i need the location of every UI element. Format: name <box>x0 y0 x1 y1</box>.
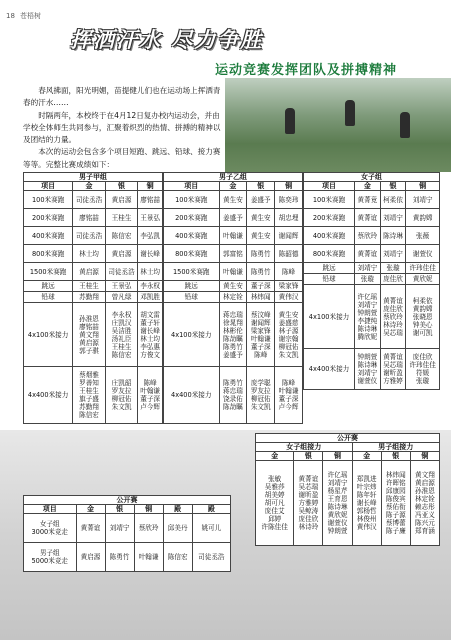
table-row <box>24 245 163 263</box>
result-cell: 许玮佳佳 <box>406 263 440 274</box>
table-title: 公开赛 <box>24 496 231 505</box>
event-cell: 女子组 3000米竞走 <box>24 514 77 543</box>
table-row <box>304 274 440 285</box>
event-cell: 800米赛跑 <box>164 245 220 263</box>
event-cell: 男子组 5000米竞走 <box>24 543 77 572</box>
result-cell: 陈奕玮 <box>275 191 303 209</box>
result-cell: 庞佳欣 许玮佳佳 符媛 张璇 <box>406 349 440 390</box>
event-cell: 100米赛跑 <box>24 191 73 209</box>
result-cell: 陈信宏 <box>105 227 138 245</box>
page-number: 18 <box>6 12 15 20</box>
result-cell: 李永权 <box>138 281 163 292</box>
column-header: 金 <box>76 505 105 514</box>
result-cell: 黄菁谊 吴芯瑞 谢昕盈 方雅婷 <box>380 349 406 390</box>
result-cell: 陈勇竹 <box>247 263 275 281</box>
column-header: 殿 <box>163 505 192 514</box>
result-cell: 姚可儿 <box>192 514 230 543</box>
table-row <box>164 209 303 227</box>
intro-paragraph: 本次的运动会包含多个项目短跑、跳远、铅球、接力赛等等。完整比赛成绩如下： <box>23 147 221 169</box>
event-cell: 800米赛跑 <box>24 245 73 263</box>
result-cell: 陈勇竹 <box>105 543 134 572</box>
result-cell: 黄菁谊 <box>355 245 381 263</box>
event-cell: 4x400米接力 <box>164 367 220 424</box>
result-cell: 邱美丹 <box>163 514 192 543</box>
column-header: 项目 <box>304 182 355 191</box>
table-row <box>164 263 303 281</box>
event-cell: 200米赛跑 <box>164 209 220 227</box>
table-row <box>164 245 303 263</box>
relay-open-table <box>255 433 440 546</box>
result-cell: 黄启源 <box>105 191 138 209</box>
result-cell: 张璇 <box>355 274 381 285</box>
result-cell: 柯柔依 <box>380 191 406 209</box>
event-cell: 400米赛跑 <box>24 227 73 245</box>
table-row <box>24 209 163 227</box>
group-header: 男子组接力 <box>352 443 439 452</box>
result-cell: 王景弘 <box>105 281 138 292</box>
result-cell: 林士均 <box>73 245 106 263</box>
table-row <box>164 191 303 209</box>
result-cell: 陈韶德 <box>275 245 303 263</box>
table-row <box>24 263 163 281</box>
result-cell: 黄启源 <box>76 543 105 572</box>
event-cell: 4x100米接力 <box>304 285 355 349</box>
result-cell: 黄生安 <box>219 281 247 292</box>
result-cell: 黄伟汉 <box>275 292 303 303</box>
column-header: 银 <box>380 182 406 191</box>
table-title: 男子乙组 <box>164 173 303 182</box>
result-cell: 曾凡绿 <box>105 292 138 303</box>
result-cell: 谢闻辉 <box>275 227 303 245</box>
result-cell: 叶翰谦 <box>134 543 163 572</box>
table-row <box>304 191 440 209</box>
table-row <box>304 263 440 274</box>
result-cell: 蒋忠瑞 徐晁翔 林彬伦 陈劼瞩 陈勇竹 姜盛予 <box>219 303 247 367</box>
event-cell: 4x400米接力 <box>304 349 355 390</box>
table-row <box>304 245 440 263</box>
result-cell: 李永权 庄凯汉 吴洁胜 汤礼臣 王桂生 陈信宏 <box>105 303 138 367</box>
column-header: 铜 <box>134 505 163 514</box>
result-cell: 刘靖宁 <box>380 245 406 263</box>
column-header: 项目 <box>164 182 220 191</box>
table-row <box>304 349 440 390</box>
result-cell: 刘靖宁 <box>406 191 440 209</box>
event-cell: 4x100米接力 <box>24 303 73 367</box>
column-header: 银 <box>381 452 410 461</box>
result-cell: 陈峰 <box>275 263 303 281</box>
event-cell: 400米赛跑 <box>304 227 355 245</box>
event-cell: 跳远 <box>304 263 355 274</box>
result-cell: 柯柔依 黄韵嫦 张晓恩 钟美心 谢可凯 <box>406 285 440 349</box>
column-header: 银 <box>294 452 323 461</box>
result-cell: 黄菁谊 <box>355 209 381 227</box>
result-cell: 姜盛予 <box>219 209 247 227</box>
column-header: 金 <box>73 182 106 191</box>
event-cell: 4x400米接力 <box>24 367 73 424</box>
result-cell: 黄文翔 黄启源 孙淮恩 林定铨 赖志彤 冯亚义 陈兴元 郑育涵 <box>410 461 439 546</box>
table-row <box>304 209 440 227</box>
intro-paragraph: 春风拂面，阳光明媚，苗提健儿们也在运动场上挥洒青春的汗水…… <box>23 86 221 108</box>
result-cell: 梁家锋 <box>275 281 303 292</box>
table-row <box>24 281 163 292</box>
result-cell: 黄菁竟 <box>355 191 381 209</box>
table-row <box>24 191 163 209</box>
result-cell: 黄生安 <box>219 191 247 209</box>
column-header: 金 <box>355 182 381 191</box>
intro-text <box>23 85 223 171</box>
sub-title: 运动竞赛发挥团队及拼搏精神 <box>215 63 398 78</box>
table-row <box>164 303 303 367</box>
event-cell: 400米赛跑 <box>164 227 220 245</box>
result-cell: 许亿瑶 刘靖宁 杨星芹 王育恩 陈诗琳 黄欣妮 谢萱仪 钟朗萱 <box>323 461 352 546</box>
table-row <box>304 227 440 245</box>
event-cell: 4x100米接力 <box>164 303 220 367</box>
event-cell: 100米赛跑 <box>304 191 355 209</box>
result-cell: 王桂生 <box>105 209 138 227</box>
result-cell: 黄启源 <box>105 245 138 263</box>
result-cell: 林炜闻 <box>247 292 275 303</box>
result-cell: 司徒丞浩 <box>192 543 230 572</box>
result-cell: 陈峰 叶翰谦 董子深 卢今辉 <box>275 367 303 424</box>
result-cell: 庞佳欣 <box>380 274 406 285</box>
result-cell: 黄菁谊 庞佳欣 蔡欣玲 林诗玲 吴芯瑞 <box>380 285 406 349</box>
result-cell: 林士均 <box>138 263 163 281</box>
result-cell: 胡忠埋 <box>275 209 303 227</box>
result-cell: 陈勇竹 蒋忠瑞 饶录佑 陈劼瞩 <box>219 367 247 424</box>
results-table-boys-a <box>23 172 163 424</box>
event-cell: 1500米赛跑 <box>164 263 220 281</box>
result-cell: 郑凯进 叶宗炜 陈年轩 谢长峰 郭杨哲 林俊州 黄伟汉 <box>352 461 381 546</box>
result-cell: 苏勤翔 <box>73 292 106 303</box>
column-header: 银 <box>105 182 138 191</box>
result-cell: 张薇 <box>406 227 440 245</box>
result-cell: 林炜闻 许晖铭 邱康园 陈俊宾 蔡佑衔 陈子源 蔡博蕾 陈子廉 <box>381 461 410 546</box>
result-cell: 张璇 <box>380 263 406 274</box>
event-cell: 跳远 <box>24 281 73 292</box>
intro-paragraph: 时隔两年，本校终于在4月12日复办校内运动会，并由学校全体师生共同参与，汇聚着炽烈的热情、拼搏的精神以及团结的力量。 <box>23 110 221 145</box>
column-header: 金 <box>352 452 381 461</box>
results-table-boys-b <box>163 172 303 424</box>
column-header: 铜 <box>323 452 352 461</box>
table-row <box>24 227 163 245</box>
result-cell: 司徒丞浩 <box>73 227 106 245</box>
table-row <box>164 367 303 424</box>
result-cell: 庄凯韶 罗友拉 柳冠佑 朱文凯 <box>105 367 138 424</box>
result-cell: 黄启源 <box>73 263 106 281</box>
result-cell: 蔡欣玲 <box>355 227 381 245</box>
result-cell: 黄菁谊 <box>76 514 105 543</box>
result-cell: 刘靖宁 <box>355 263 381 274</box>
result-cell: 郭富铭 <box>219 245 247 263</box>
result-cell: 蔡欣玲 <box>134 514 163 543</box>
event-cell: 铅球 <box>304 274 355 285</box>
result-cell: 陈勇竹 <box>247 245 275 263</box>
result-cell: 叶翰谦 <box>219 227 247 245</box>
result-cell: 陈峰 叶翰谦 董子深 卢今辉 <box>138 367 163 424</box>
table-row <box>304 285 440 349</box>
result-cell: 黄生安 <box>247 227 275 245</box>
result-cell: 黄生安 姜盛慈 林子源 谢宗翰 柳冠佑 朱文凯 <box>275 303 303 367</box>
table-title: 公开赛 <box>256 434 440 443</box>
result-cell: 姜盛予 <box>247 191 275 209</box>
open-race-table <box>23 495 231 572</box>
result-cell: 司徒丞浩 <box>105 263 138 281</box>
result-cell: 钟朗萱 陈诗琳 刘靖宁 谢萱仪 <box>355 349 381 390</box>
event-cell: 铅球 <box>164 292 220 303</box>
results-table-girls <box>303 172 440 390</box>
result-cell: 黄菁谊 吴芯瑞 谢昕盈 方雅婷 吴鲸涛 庞佳欣 林诗玲 <box>294 461 323 546</box>
result-cell: 许亿瑶 刘靖宁 钟朗萱 李捷纯 陈诗琳 腾欣妮 <box>355 285 381 349</box>
result-cell: 刘靖宁 <box>105 514 134 543</box>
result-cell: 庞学聪 罗友拉 柳冠佑 朱文凯 <box>247 367 275 424</box>
result-cell: 王桂生 <box>73 281 106 292</box>
result-cell: 谢长峰 <box>138 245 163 263</box>
result-cell: 陈诗琳 <box>380 227 406 245</box>
main-title: 挥洒汗水 尽力争胜 <box>70 27 264 52</box>
column-header: 银 <box>105 505 134 514</box>
result-cell: 蔡烟雅 罗善知 王桂生 旗子盛 苏勤翔 陈信宏 <box>73 367 106 424</box>
result-cell: 廖铭喆 <box>138 191 163 209</box>
column-header: 银 <box>247 182 275 191</box>
column-header: 铜 <box>138 182 163 191</box>
table-title: 男子甲组 <box>24 173 163 182</box>
table-row <box>24 543 231 572</box>
result-cell: 李弘凯 <box>138 227 163 245</box>
column-header: 项目 <box>24 182 73 191</box>
group-header: 女子组接力 <box>256 443 353 452</box>
magazine-name: 苍梧树 <box>20 12 41 20</box>
event-cell: 200米赛跑 <box>304 209 355 227</box>
event-cell: 100米赛跑 <box>164 191 220 209</box>
result-cell: 邓凯胜 <box>138 292 163 303</box>
result-cell: 陈信宏 <box>163 543 192 572</box>
result-cell: 黄欣妮 <box>406 274 440 285</box>
column-header: 殿 <box>192 505 230 514</box>
result-cell: 谢萱仪 <box>406 245 440 263</box>
column-header: 金 <box>256 452 294 461</box>
table-row <box>24 292 163 303</box>
result-cell: 司徒丞浩 <box>73 191 106 209</box>
table-row <box>24 367 163 424</box>
sports-photo <box>225 78 451 172</box>
result-cell: 林定铨 <box>219 292 247 303</box>
table-title: 女子组 <box>304 173 440 182</box>
result-cell: 黄生安 <box>247 209 275 227</box>
result-cell: 刘靖宁 <box>380 209 406 227</box>
column-header: 项目 <box>24 505 77 514</box>
event-cell: 跳远 <box>164 281 220 292</box>
table-row <box>256 461 440 546</box>
result-cell: 叶翰谦 <box>219 263 247 281</box>
event-cell: 1500米赛跑 <box>24 263 73 281</box>
event-cell: 200米赛跑 <box>24 209 73 227</box>
result-cell: 廖铭喆 <box>73 209 106 227</box>
result-cell: 孙淮恩 廖铭喆 黄文翔 黄启源 郭子骐 <box>73 303 106 367</box>
table-row <box>24 514 231 543</box>
column-header: 金 <box>219 182 247 191</box>
table-row <box>164 292 303 303</box>
result-cell: 张敏 吴雅莎 胡美婷 胡可凡 庞佳艾 邱婷 许陈佳佳 <box>256 461 294 546</box>
result-cell: 蔡汶峰 谢闻辉 梁家锋 叶翰谦 董子深 陈峰 <box>247 303 275 367</box>
column-header: 铜 <box>410 452 439 461</box>
event-cell: 800米赛跑 <box>304 245 355 263</box>
table-row <box>164 227 303 245</box>
result-cell: 黄韵嫦 <box>406 209 440 227</box>
column-header: 铜 <box>275 182 303 191</box>
result-cell: 胡文雷 董子轩 谢长峰 林士均 李弘惠 方俊文 <box>138 303 163 367</box>
event-cell: 铅球 <box>24 292 73 303</box>
result-cell: 王景弘 <box>138 209 163 227</box>
column-header: 铜 <box>406 182 440 191</box>
result-cell: 董子深 <box>247 281 275 292</box>
table-row <box>24 303 163 367</box>
table-row <box>164 281 303 292</box>
